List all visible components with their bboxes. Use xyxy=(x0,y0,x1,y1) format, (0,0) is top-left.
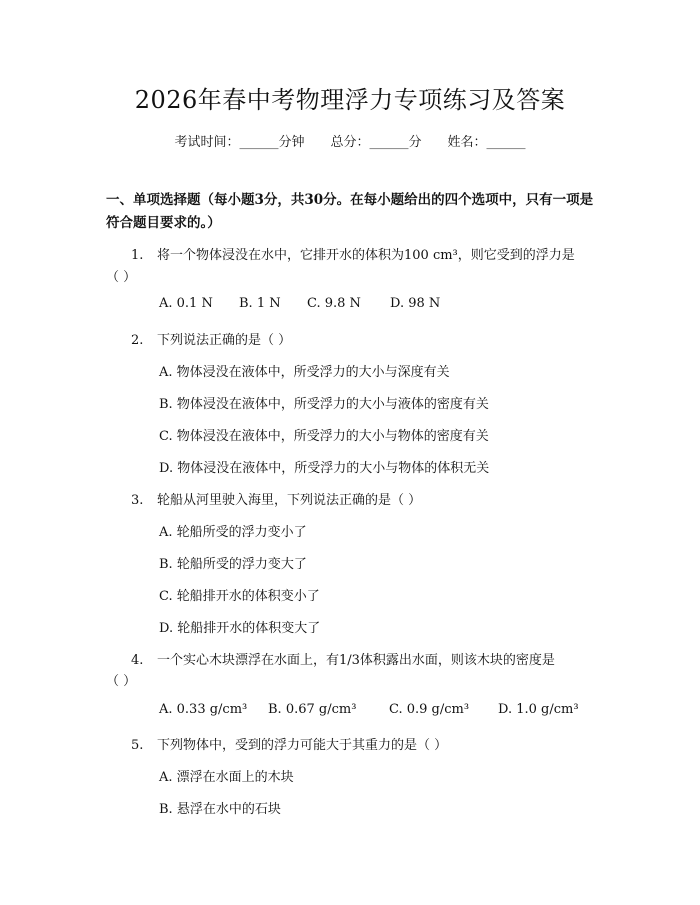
question-number: 3. xyxy=(131,493,144,508)
question-1-answer-bracket: （ ） xyxy=(106,270,137,285)
option-a: A. 0.1 N xyxy=(159,296,213,311)
student-name-field: 姓名：______ xyxy=(447,135,526,150)
option-d: D. 轮船排开水的体积变大了 xyxy=(159,621,321,636)
question-text: 将一个物体浸没在水中，它排开水的体积为100 cm³，则它受到的浮力是 xyxy=(157,248,575,263)
question-number: 1. xyxy=(131,248,144,263)
option-a: A. 轮船所受的浮力变小了 xyxy=(159,525,307,540)
option-b: B. 0.67 g/cm³ xyxy=(268,702,357,717)
option-d: D. 物体浸没在液体中，所受浮力的大小与物体的体积无关 xyxy=(159,461,490,476)
question-text: 轮船从河里驶入海里，下列说法正确的是（ ） xyxy=(157,493,422,508)
total-score-field: 总分：______分 xyxy=(330,135,422,150)
option-a: A. 漂浮在水面上的木块 xyxy=(159,770,294,785)
question-3 xyxy=(131,489,421,508)
option-b: B. 物体浸没在液体中，所受浮力的大小与液体的密度有关 xyxy=(159,397,489,412)
question-text: 下列物体中，受到的浮力可能大于其重力的是（ ） xyxy=(157,738,448,753)
exam-meta xyxy=(0,131,700,150)
section-heading: 一、单项选择题（每小题3分，共30分。在每小题给出的四个选项中，只有一项是符合题目要求的。） xyxy=(106,192,594,231)
option-a: A. 0.33 g/cm³ xyxy=(159,702,248,717)
exam-time-field: 考试时间：______分钟 xyxy=(174,135,305,150)
question-text: 一个实心木块漂浮在水面上，有1/3体积露出水面，则该木块的密度是 xyxy=(157,653,555,668)
question-number: 5. xyxy=(131,738,144,753)
question-text: 下列说法正确的是（ ） xyxy=(157,333,292,348)
option-a: A. 物体浸没在液体中，所受浮力的大小与深度有关 xyxy=(159,365,450,380)
question-4 xyxy=(131,649,555,668)
question-number: 2. xyxy=(131,333,144,348)
question-1 xyxy=(131,244,575,263)
question-4-answer-bracket: （ ） xyxy=(106,674,137,689)
option-b: B. 悬浮在水中的石块 xyxy=(159,802,281,817)
question-5 xyxy=(131,734,447,753)
option-c: C. 9.8 N xyxy=(307,296,361,311)
option-d: D. 1.0 g/cm³ xyxy=(498,702,579,717)
option-c: C. 物体浸没在液体中，所受浮力的大小与物体的密度有关 xyxy=(159,429,489,444)
option-c: C. 0.9 g/cm³ xyxy=(389,702,470,717)
option-d: D. 98 N xyxy=(390,296,441,311)
page-title: 2026年春中考物理浮力专项练习及答案 xyxy=(134,86,566,114)
option-c: C. 轮船排开水的体积变小了 xyxy=(159,589,320,604)
question-2 xyxy=(131,329,291,348)
option-b: B. 1 N xyxy=(239,296,281,311)
question-number: 4. xyxy=(131,653,144,668)
option-b: B. 轮船所受的浮力变大了 xyxy=(159,557,307,572)
